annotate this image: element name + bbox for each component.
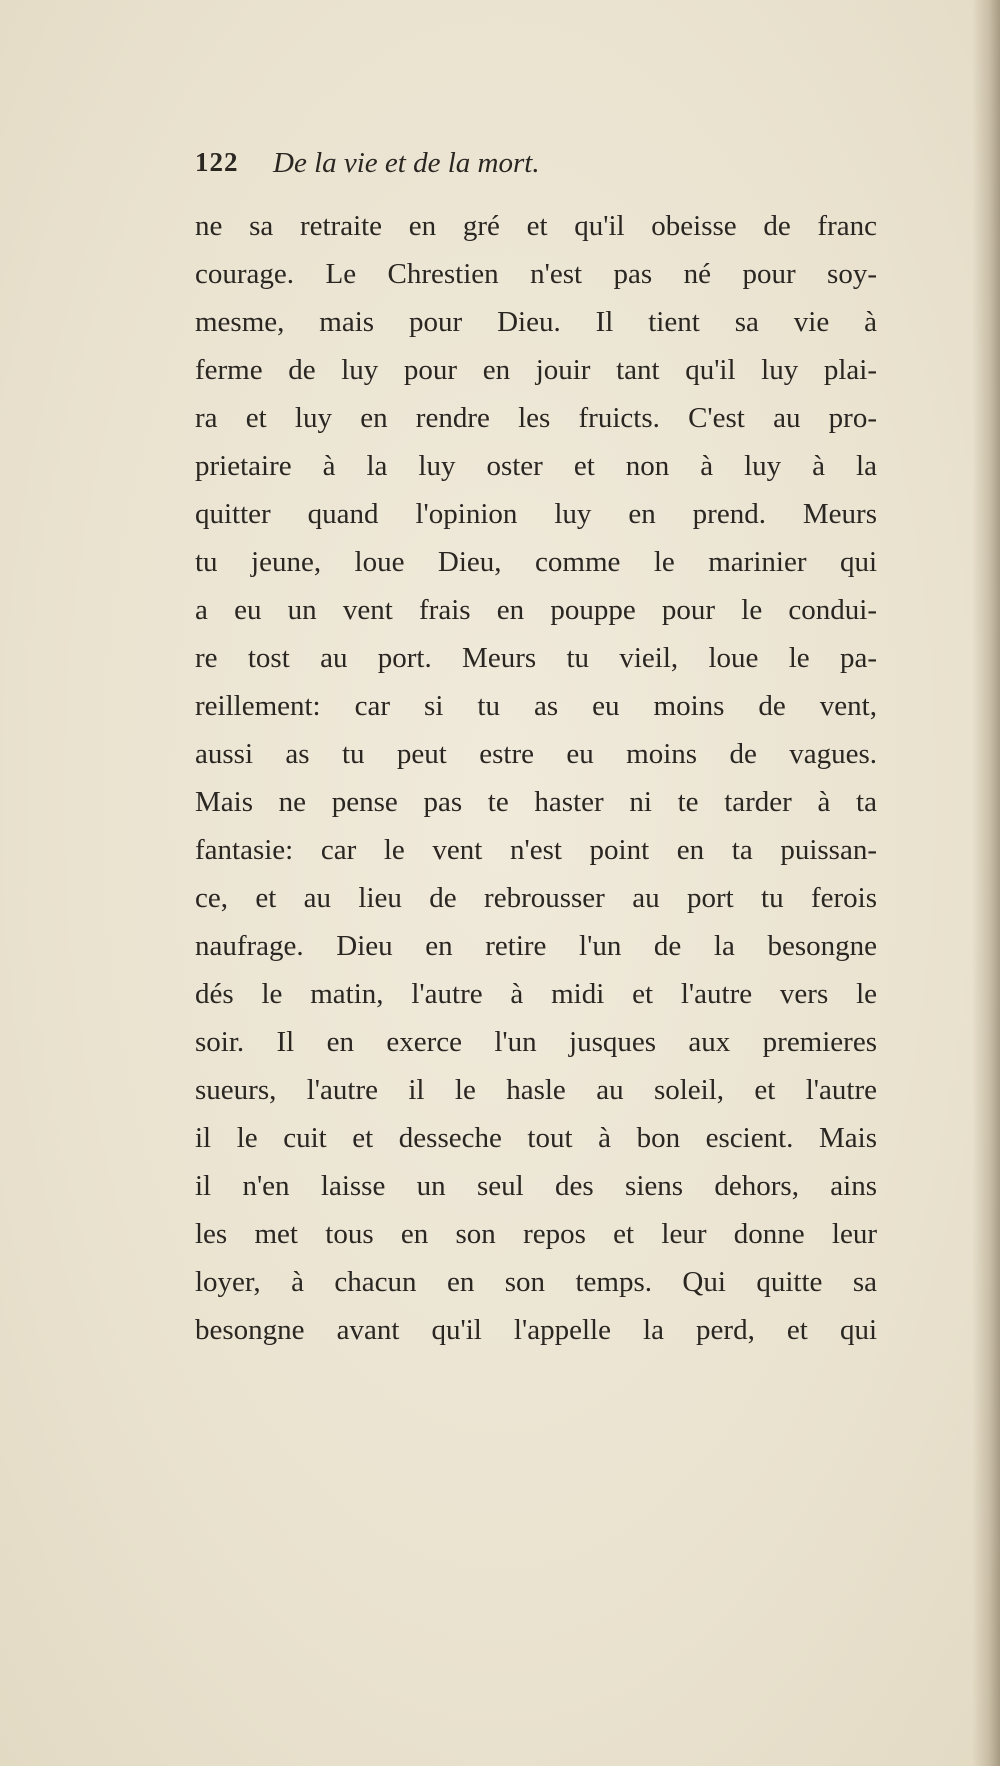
running-title: De la vie et de la mort. xyxy=(273,147,540,179)
text-line: ce, et au lieu de rebrousser au port tu ferois xyxy=(195,882,877,914)
text-line: ferme de luy pour en jouir tant qu'il luy plai- xyxy=(195,354,877,386)
text-line: fantasie: car le vent n'est point en ta puissan- xyxy=(195,834,877,866)
text-line: a eu un vent frais en pouppe pour le condui- xyxy=(195,594,877,626)
text-line: aussi as tu peut estre eu moins de vagues. xyxy=(195,738,877,770)
text-line: il n'en laisse un seul des siens dehors, ains xyxy=(195,1170,877,1202)
body-text xyxy=(195,202,877,1354)
text-line: besongne avant qu'il l'appelle la perd, et qui xyxy=(195,1314,877,1346)
text-line: quitter quand l'opinion luy en prend. Meurs xyxy=(195,498,877,530)
text-line: les met tous en son repos et leur donne leur xyxy=(195,1218,877,1250)
text-line: loyer, à chacun en son temps. Qui quitte sa xyxy=(195,1266,877,1298)
text-line: soir. Il en exerce l'un jusques aux premieres xyxy=(195,1026,877,1058)
text-line: il le cuit et desseche tout à bon escient. Mais xyxy=(195,1122,877,1154)
text-line: reillement: car si tu as eu moins de vent, xyxy=(195,690,877,722)
text-line: courage. Le Chrestien n'est pas né pour soy- xyxy=(195,258,877,290)
page-number: 122 xyxy=(195,147,239,177)
page-gutter-shadow xyxy=(972,0,1000,1766)
text-line: dés le matin, l'autre à midi et l'autre vers le xyxy=(195,978,877,1010)
text-line: mesme, mais pour Dieu. Il tient sa vie à xyxy=(195,306,877,338)
text-line: sueurs, l'autre il le hasle au soleil, et l'autre xyxy=(195,1074,877,1106)
page-header xyxy=(195,147,875,187)
text-line: ne sa retraite en gré et qu'il obeisse de franc xyxy=(195,210,877,242)
text-line: naufrage. Dieu en retire l'un de la besongne xyxy=(195,930,877,962)
text-line: prietaire à la luy oster et non à luy à la xyxy=(195,450,877,482)
text-line: ra et luy en rendre les fruicts. C'est au pro- xyxy=(195,402,877,434)
text-line: tu jeune, loue Dieu, comme le marinier qui xyxy=(195,546,877,578)
text-line: re tost au port. Meurs tu vieil, loue le pa- xyxy=(195,642,877,674)
text-line: Mais ne pense pas te haster ni te tarder à ta xyxy=(195,786,877,818)
